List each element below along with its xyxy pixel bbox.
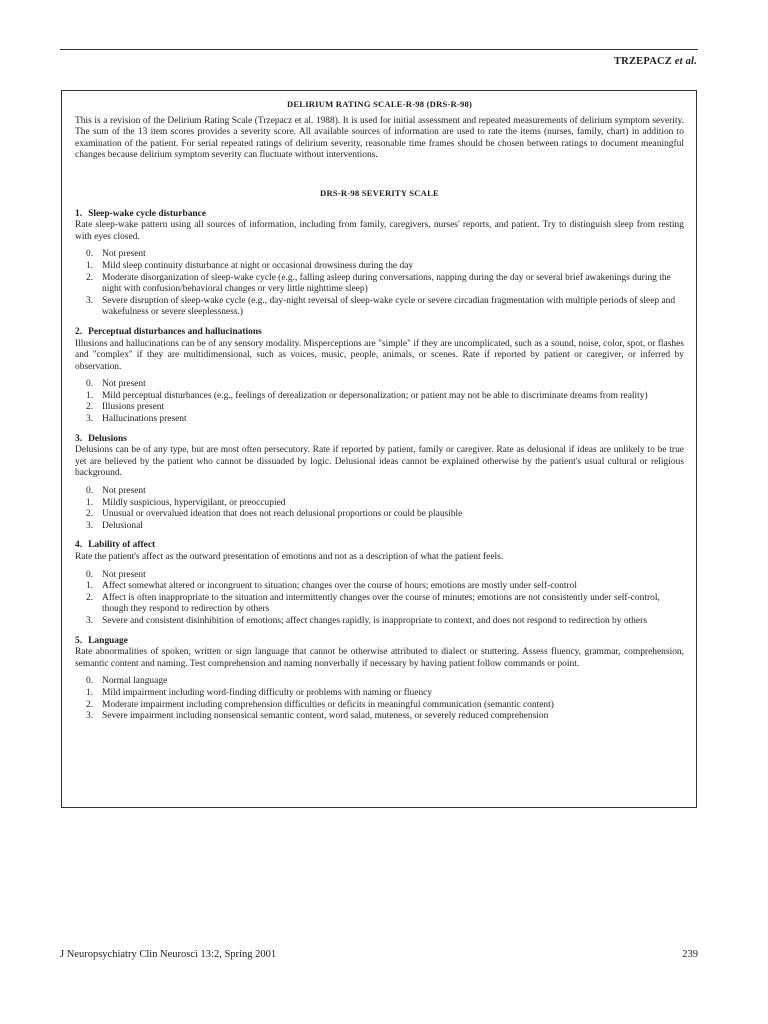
item-heading: [75, 209, 684, 221]
option-score: 3.: [86, 295, 94, 306]
option-text: Not present: [102, 486, 146, 497]
rating-option: [75, 261, 684, 273]
option-score: 3.: [86, 711, 94, 722]
rating-options: [75, 379, 684, 425]
item-description: Rate sleep-wake pattern using all sources of information, including from family, caregivers, nurses' reports, and patient. Try to distinguish sleep from resting with eyes closed.: [75, 220, 684, 242]
option-text: Normal language: [102, 676, 168, 687]
item-heading: [75, 540, 684, 552]
rating-option: [75, 379, 684, 391]
rating-option: [75, 249, 684, 261]
item-heading: [75, 434, 684, 446]
footer-page-number: 239: [682, 949, 698, 960]
item-number: 1.: [75, 208, 83, 219]
rating-options: [75, 486, 684, 532]
option-score: 0.: [86, 569, 94, 580]
option-text: Mild perceptual disturbances (e.g., feelings of derealization or depersonalization; or patient may not be able to discriminate dreams from reality): [102, 390, 648, 401]
option-score: 0.: [86, 249, 94, 260]
scale-item: [75, 327, 684, 426]
option-text: Mild sleep continuity disturbance at night or occasional drowsiness during the day: [102, 260, 414, 271]
option-score: 0.: [86, 486, 94, 497]
option-text: Affect somewhat altered or incongruent to situation; changes over the course of hours; emotions are mostly under self-control: [102, 581, 577, 592]
option-text: Severe and consistent disinhibition of emotions; affect changes rapidly, is inappropriate to context, and does not respond to redirection by others: [102, 615, 647, 626]
option-text: Delusional: [102, 520, 143, 531]
scale-title: DRS-R-98 SEVERITY SCALE: [320, 187, 439, 198]
rating-option: [75, 581, 684, 593]
item-number: 5.: [75, 635, 83, 646]
option-text: Mildly suspicious, hypervigilant, or preoccupied: [102, 497, 286, 508]
option-text: Moderate disorganization of sleep-wake cycle (e.g., falling asleep during conversations, napping during the day or several brief awakenings during the night with confusion/behavioral changes or very little nighttime sleep): [102, 272, 671, 295]
rating-option: [75, 570, 684, 582]
rating-option: [75, 414, 684, 426]
option-score: 0.: [86, 379, 94, 390]
item-number: 2.: [75, 326, 83, 337]
option-text: Unusual or overvalued ideation that does not reach delusional proportions or could be plausible: [102, 509, 463, 520]
footer-journal: J Neuropsychiatry Clin Neurosci 13:2, Spring 2001: [60, 949, 277, 960]
rating-option: [75, 521, 684, 533]
option-score: 3.: [86, 414, 94, 425]
scale-box: [61, 90, 697, 808]
option-text: Hallucinations present: [102, 414, 187, 425]
running-head-author: TRZEPACZ: [613, 56, 672, 67]
rating-options: [75, 570, 684, 628]
option-text: Mild impairment including word-finding difficulty or problems with naming or fluency: [102, 687, 433, 698]
rating-option: [75, 616, 684, 628]
option-score: 2.: [86, 592, 94, 603]
item-heading: [75, 636, 684, 648]
item-description: Rate the patient's affect as the outward presentation of emotions and not as a description of what the patient feels.: [75, 552, 504, 562]
option-text: Illusions present: [102, 402, 165, 413]
option-text: Not present: [102, 569, 146, 580]
item-number: 4.: [75, 540, 83, 551]
items-list: [75, 209, 684, 723]
option-text: Severe impairment including nonsensical semantic content, word salad, muteness, or severely reduced comprehension: [102, 711, 549, 722]
option-text: Severe disruption of sleep-wake cycle (e.g., day-night reversal of sleep-wake cycle or severe circadian fragmentation with multiple periods of sleep and wakefulness or severe sleeplessness.): [102, 295, 676, 318]
item-title: Delusions: [88, 433, 127, 444]
scale-item: [75, 636, 684, 723]
item-description: Delusions can be of any type, but are most often persecutory. Rate if reported by patient, family or caregiver. Rate as delusional if ideas are unlikely to be true yet are believed by the patient who cannot be dissuaded by logic. Delusional ideas cannot be explained otherwise by the patient's usual cultural or religious background.: [75, 445, 684, 479]
item-title: Sleep-wake cycle disturbance: [88, 208, 207, 219]
rating-option: [75, 498, 684, 510]
option-score: 1.: [86, 390, 94, 401]
rating-option: [75, 711, 684, 723]
item-title: Lability of affect: [88, 540, 156, 551]
rating-option: [75, 700, 684, 712]
option-text: Moderate impairment including comprehension difficulties or deficits in meaningful communication (semantic content): [102, 699, 554, 710]
rating-option: [75, 402, 684, 414]
item-description: Illusions and hallucinations can be of any sensory modality. Misperceptions are "simple" if they are uncomplicated, such as a sound, noise, color, spot, or flashes and ''complex'' if they are multidimensional, such as voices, music, people, animals, or scenes. Rate if reported by patient or caregiver, or inferred by observation.: [75, 338, 684, 372]
option-score: 2.: [86, 402, 94, 413]
rating-option: [75, 273, 684, 296]
header-rule: [60, 49, 698, 50]
rating-option: [75, 676, 684, 688]
option-score: 2.: [86, 509, 94, 520]
option-score: 0.: [86, 676, 94, 687]
item-title: Perceptual disturbances and hallucinations: [88, 326, 262, 337]
item-number: 3.: [75, 433, 83, 444]
scale-item: [75, 540, 684, 627]
option-score: 1.: [86, 581, 94, 592]
option-text: Affect is often inappropriate to the situation and intermittently changes over the course of minutes; emotions are not consistently under self-control, though they respond to redirection by others: [102, 592, 660, 615]
rating-option: [75, 509, 684, 521]
running-head-etal: et al.: [674, 56, 697, 67]
intro-paragraph: This is a revision of the Delirium Rating Scale (Trzepacz et al. 1988). It is used for initial assessment and repeated measurements of delirium symptom severity. The sum of the 13 item scores provides a severity score. All available sources of information are used to rate the items (nurses, family, chart) in addition to examination of the patient. For serial repeated ratings of delirium severity, reasonable time frames should be chosen between ratings to document meaningful changes because delirium symptom severity can fluctuate without interventions.: [75, 115, 684, 161]
running-head: [614, 56, 697, 67]
scale-item: [75, 209, 684, 319]
option-text: Not present: [102, 379, 146, 390]
option-score: 1.: [86, 260, 94, 271]
option-score: 1.: [86, 687, 94, 698]
option-score: 2.: [86, 699, 94, 710]
box-title: DELIRIUM RATING SCALE-R-98 (DRS-R-98): [286, 99, 473, 109]
item-heading: [75, 327, 684, 339]
rating-option: [75, 486, 684, 498]
scale-item: [75, 434, 684, 533]
rating-options: [75, 676, 684, 722]
rating-option: [75, 593, 684, 616]
option-text: Not present: [102, 249, 146, 260]
option-score: 1.: [86, 497, 94, 508]
option-score: 3.: [86, 615, 94, 626]
rating-option: [75, 688, 684, 700]
option-score: 3.: [86, 520, 94, 531]
option-score: 2.: [86, 272, 94, 283]
item-title: Language: [88, 635, 128, 646]
rating-options: [75, 249, 684, 319]
item-description: Rate abnormalities of spoken, written or sign language that cannot be otherwise attributed to dialect or stuttering. Assess fluency, grammar, comprehension, semantic content and naming. Test comprehension and naming nonverbally if necessary by having patient follow commands or point.: [75, 647, 684, 669]
rating-option: [75, 296, 684, 319]
rating-option: [75, 391, 684, 403]
